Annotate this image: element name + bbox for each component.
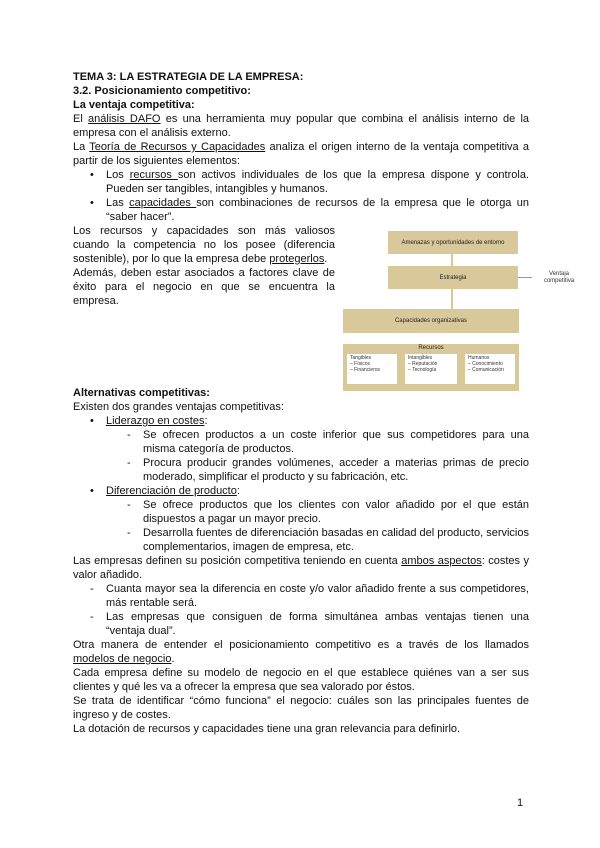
paragraph-ambos-aspectos: Las empresas definen su posición competitiva teniendo en cuenta ambos aspectos: costes y valor añadido. [73,555,529,581]
list-subitem: - Procura producir grandes volúmenes, acceder a materias primas de precio moderado, simplificar el producto y su fabricación, etc. [73,456,529,484]
link-teoria: Teoría de Recursos y Capacidades [89,141,266,153]
paragraph-dotacion: La dotación de recursos y capacidades tiene una gran relevancia para definirlo. [73,723,461,735]
link-dafo: análisis DAFO [88,113,161,125]
diagram-resource-tangibles: Tangibles – Físicos – Financieros [347,354,397,384]
document-body [73,70,529,736]
diagram-arrow [518,277,532,278]
diagram-box-threats: Amenazas y oportunidades de entorno [388,231,518,254]
paragraph-modelos: Otra manera de entender el posicionamiento competitivo es a través de los llamados modelos de negocio. [73,639,529,665]
list-subitem: - Se ofrece productos que los clientes con valor añadido por el que están dispuestos a pagar un mayor precio. [73,498,529,526]
list-item: • Las capacidades son combinaciones de recursos de la empresa que le otorga un “saber hacer”. [73,196,529,224]
bullet-list-recursos [73,168,529,224]
list-item-liderazgo: • Liderazgo en costes: [73,414,529,428]
diagram-resource-intangibles: Intangibles – Reputación – Tecnología [405,354,457,384]
list-item: - Cuanta mayor sea la diferencia en coste y/o valor añadido frente a sus competidores, más rentable será. [73,582,529,610]
diagram-resource-humanos: Humanos – Conocimiento – Comunicación [465,354,515,384]
paragraph-dafo: El análisis DAFO es una herramienta muy popular que combina el análisis interno de la empresa con el análisis externo. [73,113,529,139]
section-heading-ventaja: La ventaja competitiva: [73,99,195,111]
diagram-connector [451,254,453,266]
paragraph-modelo-negocio: Cada empresa define su modelo de negocio en el que establece quiénes van a ser sus clientes y qué les va a ofrecer la empresa que sea valorado por éstos. [73,667,529,693]
strategy-diagram [343,231,583,393]
diagram-box-capabilities: Capacidades organizativas [343,309,519,333]
page-number: 1 [517,797,524,809]
diagram-connector [451,289,453,309]
paragraph-dos-ventajas: Existen dos grandes ventajas competitivas: [73,401,284,413]
list-item: • Los recursos son activos individuales de los que la empresa dispone y controla. Pueden ser tangibles, intangibles y humanos. [73,168,529,196]
diagram-resources-title: Recursos [418,345,444,351]
doc-title: TEMA 3: LA ESTRATEGIA DE LA EMPRESA: [73,71,304,83]
paragraph-como-funciona: Se trata de identificar “cómo funciona” el negocio: cuáles son las principales fuentes de ingreso y de costes. [73,695,529,721]
diagram-box-strategy: Estrategia [388,266,518,289]
dash-list [73,582,529,638]
list-subitem: - Se ofrecen productos a un coste inferior que sus competidores para una misma categoría de productos. [73,428,529,456]
list-item-diferenciacion: • Diferenciación de producto: [73,484,529,498]
list-subitem: - Desarrolla fuentes de diferenciación basadas en calidad del producto, servicios complementarios, imagen de empresa, etc. [73,526,529,554]
doc-subtitle: 3.2. Posicionamiento competitivo: [73,85,251,97]
bullet-list-alternativas [73,414,529,554]
diagram-label-advantage: Ventaja competitiva [543,271,575,284]
paragraph-factores-clave: Además, deben estar asociados a factores clave de éxito para el negocio en que se encuentra la empresa. [73,267,335,307]
diagram-box-resources [343,344,519,391]
paragraph-valiosos: Los recursos y capacidades son más valiosos cuando la competencia no los posee (diferencia sostenible), por lo que la empresa debe protegerlos. [73,225,335,265]
list-item: - Las empresas que consiguen de forma simultánea ambas ventajas tienen una “ventaja dual”. [73,610,529,638]
paragraph-recursos-teoria: La Teoría de Recursos y Capacidades analiza el origen interno de la ventaja competitiva a partir de los siguientes elementos: [73,141,530,167]
section-heading-alternativas: Alternativas competitivas: [73,387,210,399]
